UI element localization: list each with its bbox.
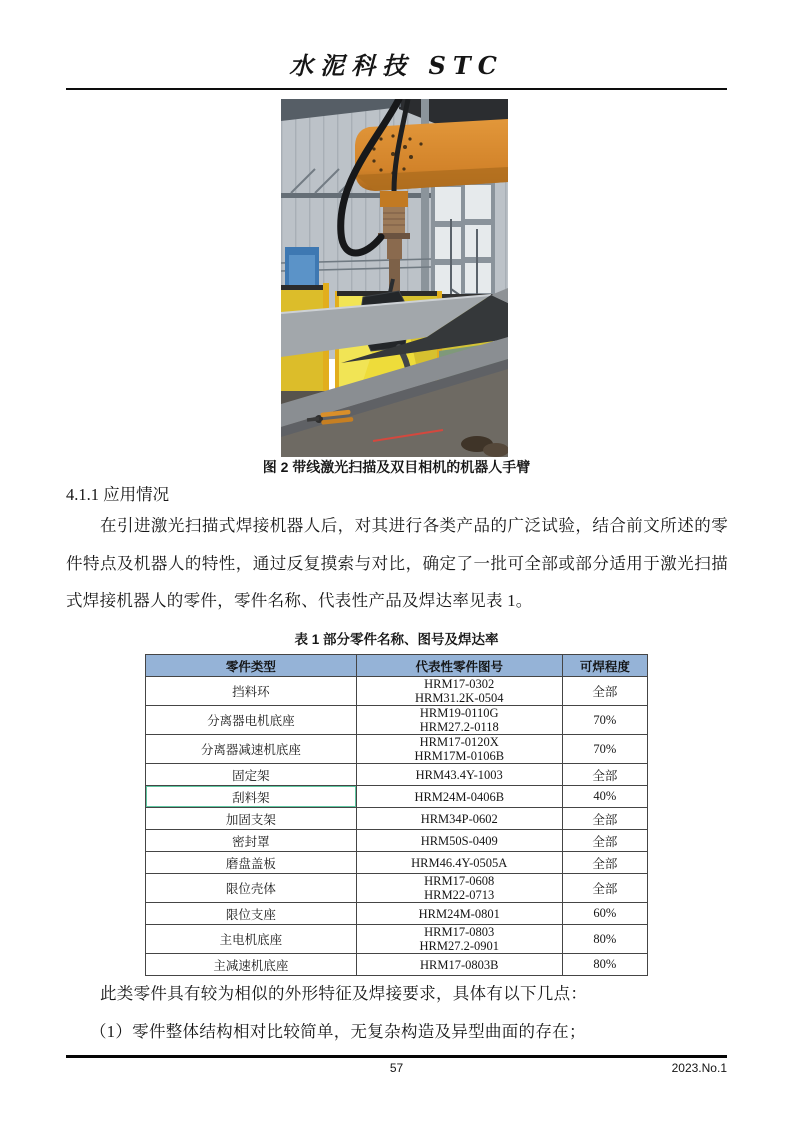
section-heading: 4.1.1 应用情况 <box>66 485 170 504</box>
wall-beam <box>281 193 431 198</box>
weldability-cell: 70% <box>562 735 647 764</box>
table-header-row <box>146 655 648 677</box>
table-header-cell: 零件类型 <box>146 655 357 677</box>
table-row <box>146 677 648 706</box>
part-code: HRM17-0608 <box>424 874 495 888</box>
issue-label: 2023.No.1 <box>671 1061 727 1075</box>
weldability-cell: 全部 <box>562 808 647 830</box>
part-code-cell <box>356 808 562 830</box>
part-code-cell <box>356 735 562 764</box>
part-code: HRM17-0803 <box>424 925 495 939</box>
part-code: HRM17-0120X <box>419 735 499 749</box>
footer-rule <box>66 1055 727 1058</box>
weldability-cell: 全部 <box>562 764 647 786</box>
part-type-cell: 固定架 <box>146 764 357 786</box>
part-code-cell <box>356 786 562 808</box>
weldability-cell: 80% <box>562 925 647 954</box>
table-row <box>146 874 648 903</box>
table-row <box>146 925 648 954</box>
weldability-cell: 全部 <box>562 677 647 706</box>
part-type-cell: 限位支座 <box>146 903 357 925</box>
table-row <box>146 903 648 925</box>
part-code-cell <box>356 925 562 954</box>
notes-paragraph: 此类零件具有较为相似的外形特征及焊接要求，具体有以下几点： <box>100 984 588 1003</box>
weldability-cell: 40% <box>562 786 647 808</box>
part-code-cell <box>356 852 562 874</box>
part-type-cell: 主电机底座 <box>146 925 357 954</box>
part-type-cell: 磨盘盖板 <box>146 852 357 874</box>
weldability-cell: 全部 <box>562 852 647 874</box>
part-code: HRM27.2-0118 <box>419 720 499 734</box>
weldability-cell: 全部 <box>562 874 647 903</box>
weldability-cell: 80% <box>562 954 647 976</box>
figure-photo <box>281 99 508 457</box>
table-row <box>146 852 648 874</box>
table-caption: 表 1 部分零件名称、图号及焊达率 <box>294 632 499 647</box>
part-code: HRM24M-0406B <box>414 789 505 804</box>
part-code: HRM19-0110G <box>419 706 499 720</box>
weldability-cell: 70% <box>562 706 647 735</box>
part-type-cell: 分离器电机底座 <box>146 706 357 735</box>
part-type-cell: 加固支架 <box>146 808 357 830</box>
weldability-cell: 全部 <box>562 830 647 852</box>
part-code: HRM46.4Y-0505A <box>411 855 508 870</box>
table-row <box>146 735 648 764</box>
part-code-cell <box>356 830 562 852</box>
table-row <box>146 764 648 786</box>
part-type-cell: 限位壳体 <box>146 874 357 903</box>
part-type-cell: 刮料架 <box>146 786 357 808</box>
part-type-cell: 挡料环 <box>146 677 357 706</box>
part-code-cell <box>356 954 562 976</box>
robot-arm-photo <box>281 99 508 457</box>
weldability-cell: 60% <box>562 903 647 925</box>
header-rule <box>66 88 727 90</box>
part-code: HRM17M-0106B <box>414 749 505 763</box>
table-row <box>146 706 648 735</box>
part-code: HRM27.2-0901 <box>419 939 499 953</box>
part-code: HRM43.4Y-1003 <box>415 767 503 782</box>
table-header-cell: 可焊程度 <box>562 655 647 677</box>
part-code: HRM22-0713 <box>424 888 495 902</box>
table-row <box>146 830 648 852</box>
part-code: HRM50S-0409 <box>420 833 498 848</box>
notes-item-1: （1）零件整体结构相对比较简单，无复杂构造及异型曲面的存在； <box>90 1022 586 1041</box>
parts-table <box>145 654 648 976</box>
body-paragraph: 在引进激光扫描式焊接机器人后，对其进行各类产品的广泛试验，结合前文所述的零件特点及机器人的特性，通过反复摸索与对比，确定了一批可全部或部分适用于激光扫描式焊接机器人的零件，零件名称、代表性产品及焊达率见表 1。 <box>66 516 728 611</box>
table-row <box>146 954 648 976</box>
part-code: HRM24M-0801 <box>418 906 500 921</box>
journal-title: 水泥科技 STC <box>289 51 504 80</box>
table-header-cell: 代表性零件图号 <box>356 655 562 677</box>
part-type-cell: 主减速机底座 <box>146 954 357 976</box>
glove-2 <box>483 443 508 457</box>
part-code: HRM17-0803B <box>419 957 499 972</box>
part-type-cell: 密封罩 <box>146 830 357 852</box>
part-code-cell <box>356 874 562 903</box>
part-code-cell <box>356 706 562 735</box>
part-code-cell <box>356 903 562 925</box>
part-code: HRM17-0302 <box>424 677 495 691</box>
table-row <box>146 786 648 808</box>
part-code: HRM31.2K-0504 <box>414 691 504 705</box>
part-code-cell <box>356 764 562 786</box>
table-row <box>146 808 648 830</box>
part-code-cell <box>356 677 562 706</box>
page-number: 57 <box>389 1061 404 1075</box>
part-type-cell: 分离器减速机底座 <box>146 735 357 764</box>
part-code: HRM34P-0602 <box>420 811 498 826</box>
figure-caption: 图 2 带线激光扫描及双目相机的机器人手臂 <box>262 459 531 475</box>
